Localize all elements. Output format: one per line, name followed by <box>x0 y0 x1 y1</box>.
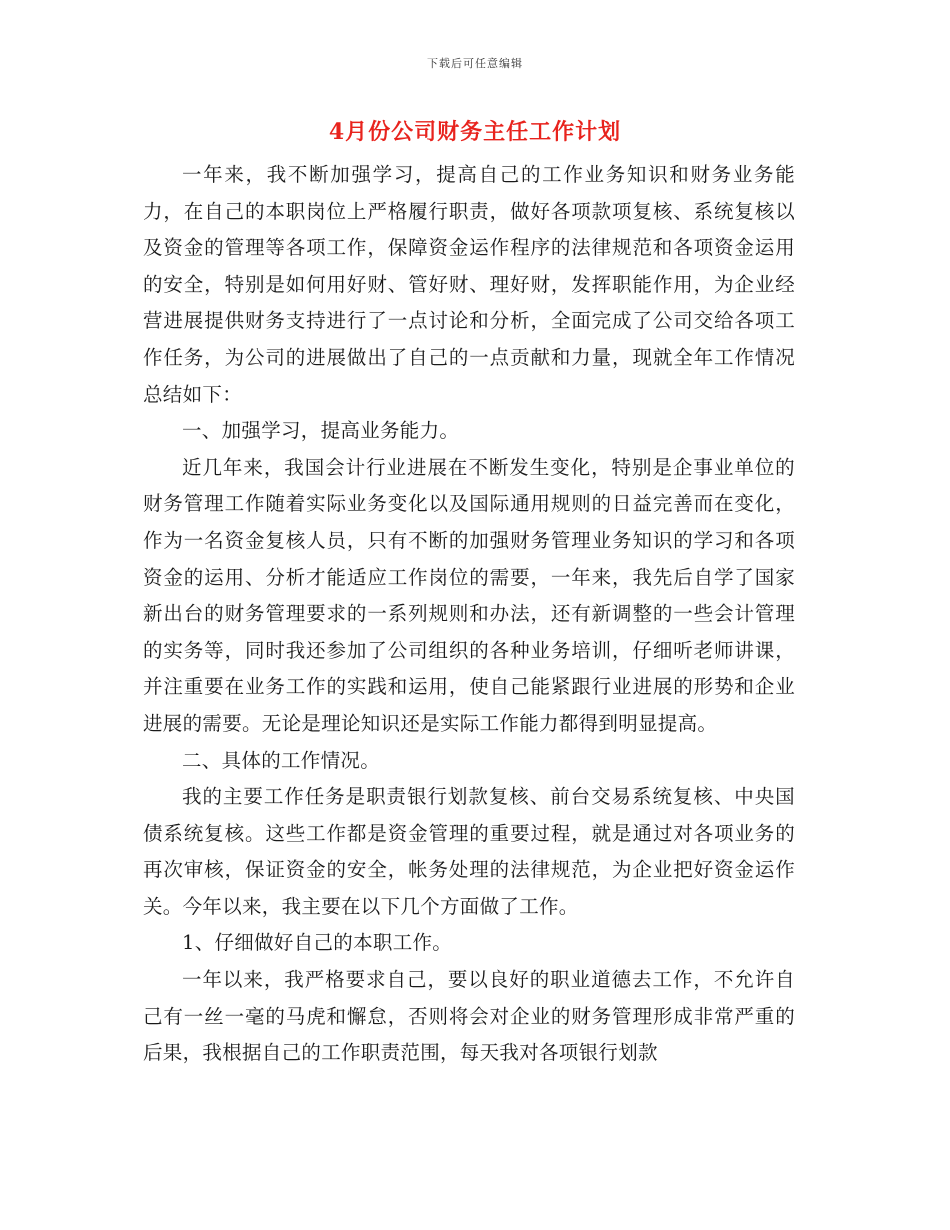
document-body <box>143 157 795 1072</box>
subsection-heading: 1、仔细做好自己的本职工作。 <box>182 931 453 955</box>
section-heading: 一、加强学习，提高业务能力。 <box>182 419 460 443</box>
paragraph: 近几年来，我国会计行业进展在不断发生变化，特别是企事业单位的财务管理工作随着实际业务变化以及国际通用规则的日益完善而在变化，作为一名资金复核人员，只有不断的加强财务管理业务知识的学习和各项资金的运用、分析才能适应工作岗位的需要，一年来，我先后自学了国家新出台的财务管理要求的一系列规则和办法，还有新调整的一些会计管理的实务等，同时我还参加了公司组织的各种业务培训，仔细听老师讲课，并注重要在业务工作的实践和运用，使自己能紧跟行业进展的形势和企业进展的需要。无论是理论知识还是实际工作能力都得到明显提高。 <box>143 455 795 735</box>
paragraph: 我的主要工作任务是职责银行划款复核、前台交易系统复核、中央国债系统复核。这些工作都是资金管理的重要过程，就是通过对各项业务的再次审核，保证资金的安全，帐务处理的法律规范，为企业把好资金运作关。今年以来，我主要在以下几个方面做了工作。 <box>143 785 795 918</box>
section-heading: 二、具体的工作情况。 <box>182 748 381 772</box>
paragraph: 一年以来，我严格要求自己，要以良好的职业道德去工作，不允许自己有一丝一毫的马虎和懈怠，否则将会对企业的财务管理形成非常严重的后果，我根据自己的工作职责范围，每天我对各项银行划款 <box>143 968 795 1065</box>
page-header: 下载后可任意编辑 <box>427 57 523 70</box>
document-title: 4月份公司财务主任工作计划 <box>328 119 622 145</box>
paragraph: 一年来，我不断加强学习，提高自己的工作业务知识和财务业务能力，在自己的本职岗位上严格履行职责，做好各项款项复核、系统复核以及资金的管理等各项工作，保障资金运作程序的法律规范和各项资金运用的安全，特别是如何用好财、管好财、理好财，发挥职能作用，为企业经营进展提供财务支持进行了一点讨论和分析，全面完成了公司交给各项工作任务，为公司的进展做出了自己的一点贡献和力量，现就全年工作情况总结如下： <box>143 163 795 406</box>
